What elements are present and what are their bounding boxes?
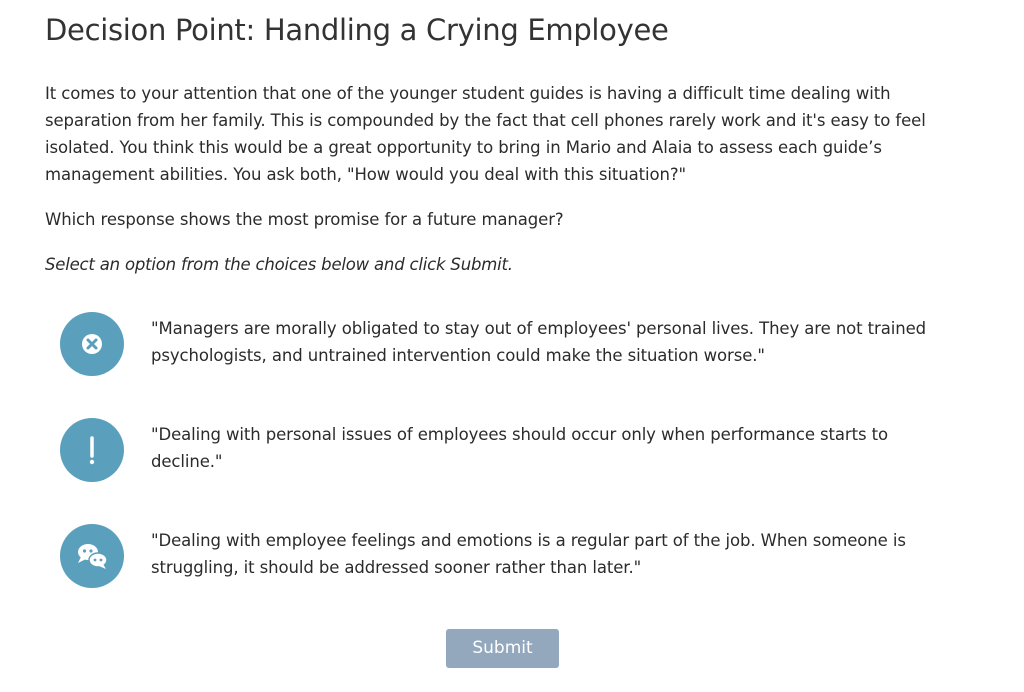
question-text: Which response shows the most promise for a future manager? xyxy=(45,210,564,229)
chat-bubbles-icon xyxy=(60,524,124,588)
option-3[interactable] xyxy=(60,524,960,588)
x-circle-icon xyxy=(60,312,124,376)
page-title: Decision Point: Handling a Crying Employee xyxy=(45,13,669,47)
option-3-text: "Dealing with employee feelings and emotions is a regular part of the job. When someone is struggling, it should be addressed sooner rather than later." xyxy=(151,531,906,577)
submit-button[interactable]: Submit xyxy=(446,629,559,668)
instruction-text: Select an option from the choices below and click Submit. xyxy=(45,255,513,274)
option-1-text: "Managers are morally obligated to stay out of employees' personal lives. They are not trained psychologists, and untrained intervention could make the situation worse." xyxy=(151,319,927,365)
option-2-text: "Dealing with personal issues of employees should occur only when performance starts to decline." xyxy=(151,425,888,471)
exclamation-icon xyxy=(60,418,124,482)
option-1[interactable] xyxy=(60,312,960,376)
scenario-text: It comes to your attention that one of the younger student guides is having a difficult time dealing with separation from her family. This is compounded by the fact that cell phones rarely work and it's easy to feel isolated. You think this would be a great opportunity to bring in Mario and Alaia to assess each guide’s management abilities. You ask both, "How would you deal with this situation?" xyxy=(45,84,926,184)
option-2[interactable] xyxy=(60,418,960,482)
